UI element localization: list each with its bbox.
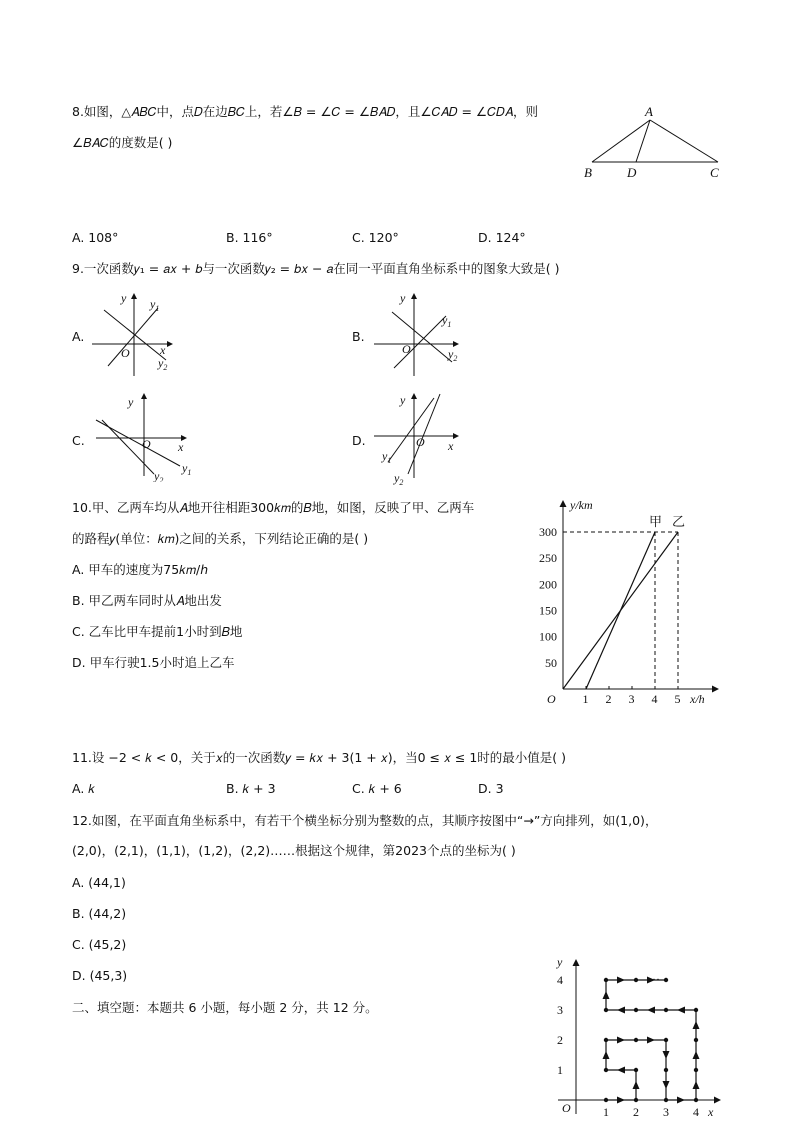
svg-text:y1: $y_1$ bbox=[382, 449, 392, 465]
lattice-point bbox=[634, 978, 638, 982]
q9-graph-c bbox=[88, 390, 200, 482]
svg-text:x: x bbox=[448, 439, 454, 453]
x-tick-3: 3 bbox=[663, 1105, 669, 1119]
q10-distance-time-chart bbox=[530, 495, 730, 715]
y-tick-label-300: 300 bbox=[539, 525, 557, 539]
lattice-point bbox=[694, 1098, 698, 1102]
ellipsis: ··· bbox=[648, 972, 660, 986]
q10-option-a: A. 甲车的速度为75𝑘𝑚/ℎ bbox=[72, 562, 209, 577]
q12-stem-line1: 12.如图，在平面直角坐标系中，有若干个横坐标分别为整数的点，其顺序按图中“→”方向排列，如(1,0)， bbox=[72, 813, 658, 828]
q8-triangle-figure bbox=[578, 100, 728, 184]
svg-text:O: O bbox=[416, 435, 425, 449]
svg-text:O: O bbox=[142, 437, 151, 451]
lattice-point bbox=[604, 1038, 608, 1042]
label-b: B bbox=[584, 165, 592, 180]
x-tick-label-2: 2 bbox=[605, 692, 612, 706]
y-axis-label: y bbox=[557, 955, 563, 969]
lattice-point bbox=[604, 1068, 608, 1072]
q10-option-b: B. 甲乙两车同时从𝐴地出发 bbox=[72, 593, 222, 608]
path-arrowhead bbox=[677, 1007, 685, 1014]
lattice-point bbox=[604, 978, 608, 982]
lattice-point bbox=[664, 978, 668, 982]
path-arrowhead bbox=[617, 1037, 625, 1044]
q10-option-d: D. 甲车行驶1.5小时追上乙车 bbox=[72, 655, 235, 670]
section-2-title: 二、填空题：本题共 6 小题，每小题 2 分，共 12 分。 bbox=[72, 1000, 378, 1015]
q8-option-a: A. 108° bbox=[72, 230, 119, 245]
lattice-point bbox=[694, 1008, 698, 1012]
svg-text:y2: $y_2$ bbox=[394, 471, 404, 487]
segment-ac bbox=[650, 120, 718, 162]
q11-option-c: C. 𝑘 + 6 bbox=[352, 781, 402, 796]
svg-text:x: x bbox=[178, 440, 184, 454]
lattice-point bbox=[634, 1068, 638, 1072]
q8-option-b: B. 116° bbox=[226, 230, 273, 245]
path-arrowhead bbox=[617, 977, 625, 984]
label-a: A bbox=[645, 104, 653, 119]
q12-stem-line2: (2,0)，(2,1)，(1,1)，(1,2)，(2,2)……根据这个规律，第2023个点的坐标为( ) bbox=[72, 843, 516, 858]
x-tick-label-4: 4 bbox=[651, 692, 658, 706]
lattice-point bbox=[634, 1038, 638, 1042]
x-axis-label: x bbox=[708, 1105, 714, 1119]
svg-text:y: y bbox=[121, 291, 127, 305]
path-arrowhead bbox=[693, 1081, 700, 1089]
y-axis-label: y/km bbox=[570, 498, 593, 512]
segment-ab bbox=[592, 120, 650, 162]
series-label-1: 甲 bbox=[649, 514, 663, 529]
q8-stem-line2: ∠𝐵𝐴𝐶的度数是( ) bbox=[72, 135, 173, 150]
q12-lattice-path-figure bbox=[548, 952, 728, 1120]
x-tick-2: 2 bbox=[633, 1105, 639, 1119]
y-tick-label-250: 250 bbox=[539, 551, 557, 566]
lattice-point bbox=[664, 1068, 668, 1072]
path-arrowhead bbox=[693, 1051, 700, 1059]
q11-option-a: A. 𝑘 bbox=[72, 781, 95, 796]
y-tick-4: 4 bbox=[557, 973, 563, 987]
x-axis-label: x/h bbox=[690, 692, 705, 706]
svg-text:y: y bbox=[128, 395, 134, 409]
q8-option-c: C. 120° bbox=[352, 230, 399, 245]
x-tick-1: 1 bbox=[603, 1105, 609, 1119]
q11-stem: 11.设 −2 < 𝑘 < 0，关于𝑥的一次函数𝑦 = 𝑘𝑥 + 3(1 + 𝑥)，当0 ≤ 𝑥 ≤ 1时的最小值是( ) bbox=[72, 750, 567, 765]
y-tick-label-150: 150 bbox=[539, 603, 557, 618]
q12-option-a: A. (44,1) bbox=[72, 875, 126, 890]
q10-option-c: C. 乙车比甲车提前1小时到𝐵地 bbox=[72, 624, 243, 639]
q9-option-d-letter: D. bbox=[352, 433, 366, 448]
y-tick-2: 2 bbox=[557, 1033, 563, 1047]
y-tick-label-200: 200 bbox=[539, 577, 557, 592]
origin-label: O bbox=[562, 1101, 571, 1115]
lattice-point bbox=[634, 1098, 638, 1102]
x-tick-label-3: 3 bbox=[628, 692, 635, 706]
q9-option-b-letter: B. bbox=[352, 329, 365, 344]
label-d: D bbox=[627, 165, 637, 180]
q9-option-c-letter: C. bbox=[72, 433, 85, 448]
q9-stem: 9.一次函数𝑦₁ = 𝑎𝑥 + 𝑏与一次函数𝑦₂ = 𝑏𝑥 − 𝑎在同一平面直角坐标系中的图象大致是( ) bbox=[72, 261, 560, 276]
x-tick-4: 4 bbox=[693, 1105, 699, 1119]
svg-text:x: x bbox=[160, 343, 166, 357]
svg-text:y1: $y_1$ bbox=[442, 313, 452, 329]
y-tick-label-50: 50 bbox=[545, 655, 557, 670]
svg-text:y: y bbox=[400, 291, 406, 305]
q12-option-b: B. (44,2) bbox=[72, 906, 127, 921]
y-tick-1: 1 bbox=[557, 1063, 563, 1077]
path-arrowhead bbox=[603, 991, 610, 999]
series-label-2: 乙 bbox=[672, 514, 686, 529]
svg-text:O: O bbox=[121, 346, 130, 360]
q9-graph-d bbox=[370, 388, 470, 488]
q8-stem-line1: 8.如图，△𝐴𝐵𝐶中，点𝐷在边𝐵𝐶上，若∠𝐵 = ∠𝐶 = ∠𝐵𝐴𝐷，且∠𝐶𝐴𝐷 = ∠𝐶𝐷𝐴，则 bbox=[72, 104, 539, 119]
q10-stem-line2: 的路程𝑦(单位：𝑘𝑚)之间的关系，下列结论正确的是( ) bbox=[72, 531, 369, 546]
svg-text:y: y bbox=[400, 393, 406, 407]
series-line-2 bbox=[563, 532, 678, 689]
q11-option-b: B. 𝑘 + 3 bbox=[226, 781, 276, 796]
x-tick-label-5: 5 bbox=[674, 692, 681, 706]
path-arrowhead bbox=[617, 1067, 625, 1074]
q9-graph-b bbox=[370, 288, 470, 380]
q8-option-d: D. 124° bbox=[478, 230, 526, 245]
path-arrowhead bbox=[693, 1021, 700, 1029]
lattice-point bbox=[604, 1098, 608, 1102]
lattice-point bbox=[604, 1008, 608, 1012]
q9-option-a-letter: A. bbox=[72, 329, 85, 344]
path-arrowhead bbox=[603, 1051, 610, 1059]
path-arrowhead bbox=[663, 1051, 670, 1059]
svg-text:y1: $y_1$ bbox=[182, 461, 192, 477]
q10-stem-line1: 10.甲、乙两车均从𝐴地开往相距300𝑘𝑚的𝐵地，如图，反映了甲、乙两车 bbox=[72, 500, 475, 515]
svg-text:O: O bbox=[402, 342, 411, 356]
y-tick-label-100: 100 bbox=[539, 629, 557, 644]
svg-text:y2: $y_2$ bbox=[448, 347, 458, 363]
path-arrowhead bbox=[663, 1081, 670, 1089]
path-arrowhead bbox=[617, 1097, 625, 1104]
label-c: C bbox=[710, 165, 719, 180]
path-arrowhead bbox=[633, 1081, 640, 1089]
lattice-point bbox=[694, 1068, 698, 1072]
q12-option-c: C. (45,2) bbox=[72, 937, 127, 952]
q12-option-d: D. (45,3) bbox=[72, 968, 128, 983]
lattice-point bbox=[634, 1008, 638, 1012]
segment-ad bbox=[636, 120, 650, 162]
q9-graph-a bbox=[88, 288, 188, 380]
svg-text:y2: $y_2$ bbox=[154, 469, 164, 482]
path-arrowhead bbox=[617, 1007, 625, 1014]
y-tick-3: 3 bbox=[557, 1003, 563, 1017]
svg-text:y1: $y_1$ bbox=[150, 297, 160, 313]
path-arrowhead bbox=[647, 1007, 655, 1014]
lattice-point bbox=[664, 1038, 668, 1042]
path-arrowhead bbox=[677, 1097, 685, 1104]
q11-option-d: D. 3 bbox=[478, 781, 504, 796]
svg-text:y2: $y_2$ bbox=[158, 356, 168, 372]
path-arrowhead bbox=[647, 1037, 655, 1044]
lattice-point bbox=[664, 1008, 668, 1012]
x-tick-label-1: 1 bbox=[582, 692, 589, 706]
origin-label: O bbox=[547, 692, 556, 706]
lattice-point bbox=[694, 1038, 698, 1042]
lattice-point bbox=[664, 1098, 668, 1102]
